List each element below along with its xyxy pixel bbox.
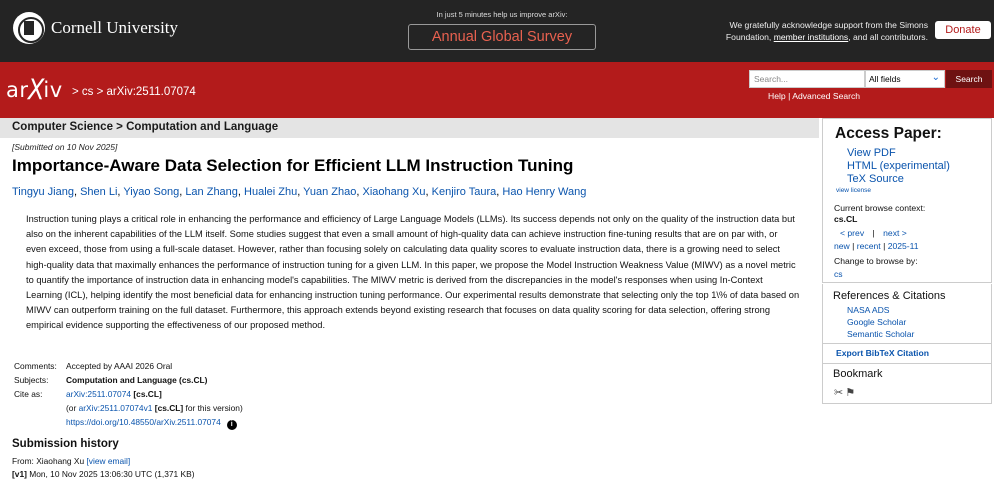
doi-link[interactable]: https://doi.org/10.48550/arXiv.2511.07074 bbox=[66, 417, 221, 427]
advanced-search-link[interactable]: Advanced Search bbox=[792, 91, 861, 101]
cite-id-link[interactable]: arXiv:2511.07074 bbox=[66, 389, 132, 399]
view-license-link[interactable]: view license bbox=[836, 187, 872, 194]
author-separator: , bbox=[179, 186, 186, 198]
subject-path-bar bbox=[0, 118, 819, 138]
semantic-scholar-link[interactable]: Semantic Scholar bbox=[847, 329, 915, 339]
submission-history-title: Submission history bbox=[12, 438, 119, 450]
new-link[interactable]: new bbox=[834, 241, 850, 251]
cite-v1-link[interactable]: arXiv:2511.07074v1 bbox=[78, 403, 153, 413]
author-link[interactable]: Xiaohang Xu bbox=[362, 186, 426, 198]
submission-v1: [v1] Mon, 10 Nov 2025 13:06:30 UTC (1,371 KB) bbox=[12, 469, 195, 479]
browse-cs-link[interactable]: cs bbox=[834, 269, 843, 279]
author-list bbox=[12, 186, 586, 198]
references-box bbox=[822, 284, 992, 344]
subject-path: Computer Science > Computation and Language bbox=[12, 121, 279, 133]
prev-link[interactable]: < prev bbox=[840, 228, 865, 238]
access-paper-title: Access Paper: bbox=[835, 125, 942, 142]
arxiv-header bbox=[0, 62, 994, 118]
info-icon[interactable]: i bbox=[227, 420, 237, 430]
survey-text: In just 5 minutes help us improve arXiv: bbox=[436, 10, 568, 19]
abstract: Instruction tuning plays a critical role in enhancing the performance and efficiency of Large Language Models (LLMs). Its success depends not only on the quality of the instruction data but also on the inherent capabilities of the LLM itself. Some studies suggest that even a small amount of high-quality data can achieve instruction fine-tuning results that are on par with, or even exceed, those from using a full-scale dataset. However, rather than focusing solely on calculating data quality scores to evaluate instruction data, there is a growing need to select high-quality data that maximally enhances the performance of instruction tuning for a given LLM. In this paper, we propose the Model Instruction Weakness Value (MIWV) as a novel metric to quantify the importance of instruction data in enhancing model's capabilities. The MIWV metric is derived from the discrepancies in the model's responses when using In-Context Learning (ICL), helping identify the most beneficial data for enhancing instruction tuning performance. Our experimental results demonstrate that selecting only the top 1\% of data based on MIWV can outperform training on the full dataset. Furthermore, this approach extends beyond existing research that focuses on data quality scoring for data selection, offering strong empirical evidence supporting the effectiveness of our proposed method. bbox=[26, 214, 800, 331]
author-link[interactable]: Hao Henry Wang bbox=[502, 186, 587, 198]
references-title: References & Citations bbox=[833, 290, 946, 302]
cornell-name: Cornell University bbox=[51, 18, 179, 37]
export-bibtex-link[interactable]: Export BibTeX Citation bbox=[836, 348, 929, 358]
next-link[interactable]: next > bbox=[883, 228, 907, 238]
author-separator: , bbox=[297, 186, 304, 198]
author-separator: , bbox=[496, 186, 503, 198]
view-pdf-link[interactable]: View PDF bbox=[847, 147, 896, 159]
author-link[interactable]: Lan Zhang bbox=[185, 186, 238, 198]
author-link[interactable]: Shen Li bbox=[80, 186, 118, 198]
bookmark-icons[interactable]: ✂⚑ bbox=[834, 387, 858, 399]
member-institutions-link[interactable]: member institutions bbox=[773, 32, 849, 42]
author-link[interactable]: Yiyao Song bbox=[123, 186, 180, 198]
breadcrumb[interactable]: > cs > arXiv:2511.07074 bbox=[72, 86, 196, 98]
cornell-seal-icon bbox=[13, 12, 45, 44]
search-form bbox=[749, 70, 994, 88]
access-paper-box bbox=[822, 118, 992, 283]
top-banner bbox=[0, 0, 994, 62]
cite-as-label: Cite as: bbox=[14, 389, 43, 399]
google-scholar-link[interactable]: Google Scholar bbox=[847, 317, 907, 327]
browse-context: cs.CL bbox=[834, 214, 858, 224]
acknowledgement: We gratefully acknowledge support from the Simons Foundation, member institutions, and all contributors. bbox=[725, 20, 928, 42]
page-title: Importance-Aware Data Selection for Efficient LLM Instruction Tuning bbox=[12, 156, 574, 175]
browse-links: new | recent | 2025-11 bbox=[834, 241, 919, 251]
author-separator: , bbox=[356, 186, 363, 198]
comments-value: Accepted by AAAI 2026 Oral bbox=[66, 361, 173, 371]
search-button[interactable]: Search bbox=[946, 70, 992, 88]
author-separator: , bbox=[425, 186, 432, 198]
comments-label: Comments: bbox=[14, 361, 57, 371]
author-separator: , bbox=[117, 186, 124, 198]
browse-context-label: Current browse context: bbox=[834, 203, 926, 213]
version-tag[interactable]: [v1] bbox=[12, 469, 27, 479]
author-link[interactable]: Yuan Zhao bbox=[303, 186, 357, 198]
sidebar bbox=[822, 118, 994, 490]
arxiv-logo[interactable]: arXiv bbox=[6, 73, 63, 107]
month-link[interactable]: 2025-11 bbox=[887, 241, 919, 251]
survey-button[interactable]: Annual Global Survey bbox=[408, 24, 596, 50]
recent-link[interactable]: recent bbox=[856, 241, 881, 251]
view-email-link[interactable]: [view email] bbox=[86, 456, 131, 466]
html-link[interactable]: HTML (experimental) bbox=[847, 160, 950, 172]
donate-button[interactable]: Donate bbox=[935, 21, 991, 39]
author-separator: , bbox=[237, 186, 245, 198]
bookmark-box bbox=[822, 364, 992, 404]
prev-next-nav: < prev | next > bbox=[840, 228, 907, 238]
search-help-links: Help | Advanced Search bbox=[768, 91, 861, 101]
cornell-logo[interactable] bbox=[13, 12, 178, 44]
chevron-down-icon: ⌄ bbox=[931, 72, 940, 83]
bookmark-title: Bookmark bbox=[833, 368, 883, 380]
survey-promo bbox=[408, 10, 596, 50]
author-link[interactable]: Tingyu Jiang bbox=[12, 186, 74, 198]
subjects-value: Computation and Language (cs.CL) bbox=[66, 375, 208, 385]
author-link[interactable]: Kenjiro Taura bbox=[431, 186, 497, 198]
change-browse-label: Change to browse by: bbox=[834, 256, 918, 266]
search-input[interactable]: Search... bbox=[749, 70, 865, 88]
submission-from: From: Xiaohang Xu [view email] bbox=[12, 456, 131, 466]
search-field-select[interactable]: All fields ⌄ bbox=[865, 70, 945, 88]
subjects-label: Subjects: bbox=[14, 375, 49, 385]
nasa-ads-link[interactable]: NASA ADS bbox=[847, 305, 890, 315]
submitted-date: [Submitted on 10 Nov 2025] bbox=[12, 142, 118, 152]
bibtex-box bbox=[822, 344, 992, 364]
author-separator: , bbox=[73, 186, 81, 198]
help-link[interactable]: Help bbox=[768, 91, 786, 101]
tex-source-link[interactable]: TeX Source bbox=[847, 173, 904, 185]
author-link[interactable]: Hualei Zhu bbox=[244, 186, 298, 198]
